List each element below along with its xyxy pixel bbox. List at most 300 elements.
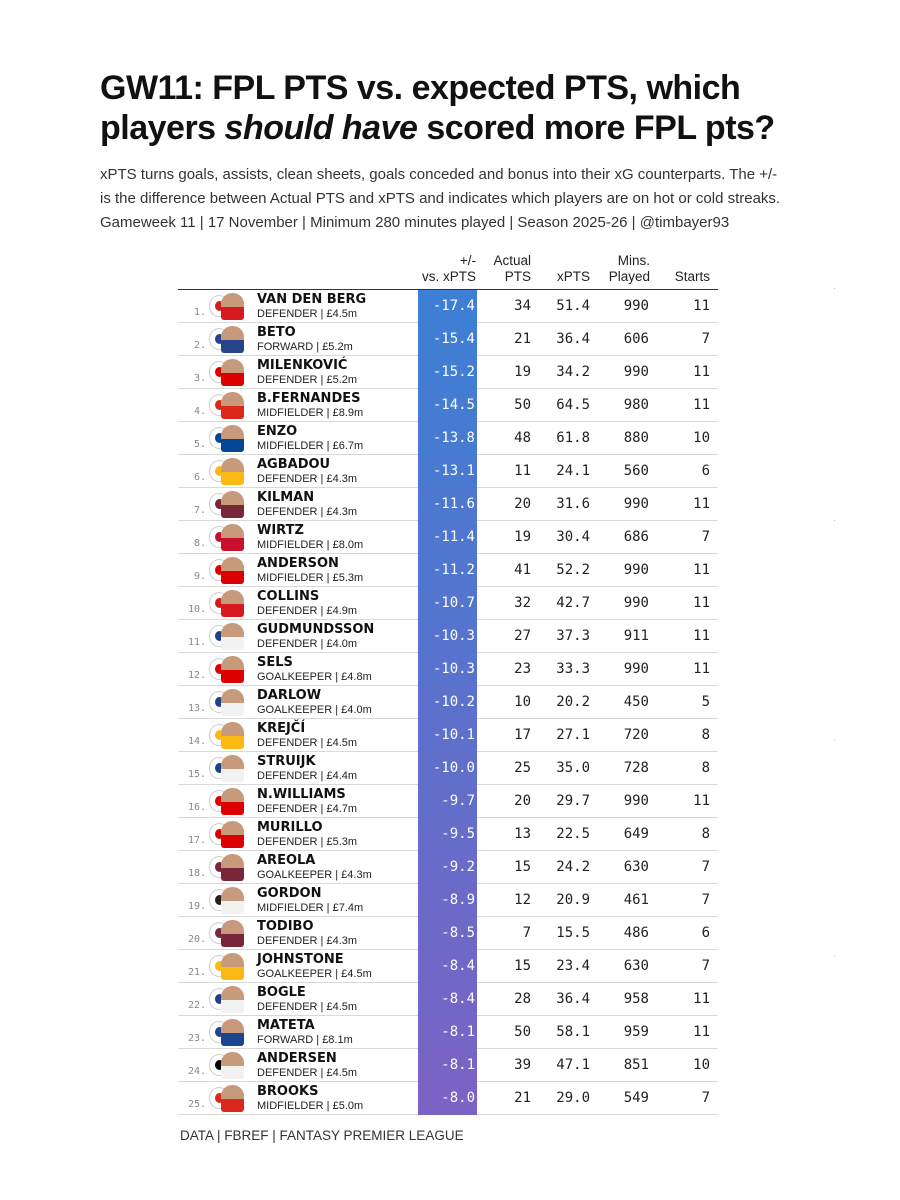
player-position-price: DEFENDER | £4.5m bbox=[257, 1067, 358, 1079]
table-row bbox=[178, 323, 718, 356]
xpts-value: 42.7 bbox=[556, 595, 590, 611]
player-table bbox=[178, 250, 718, 1115]
rank: 24. bbox=[187, 1066, 206, 1077]
mins-played: 630 bbox=[623, 859, 649, 875]
rank: 10. bbox=[187, 604, 206, 615]
diff-value: -13.1 bbox=[432, 463, 475, 479]
starts-value: 8 bbox=[701, 826, 710, 842]
rank: 18. bbox=[187, 868, 206, 879]
player-position-price: FORWARD | £5.2m bbox=[257, 341, 353, 353]
actual-pts: 15 bbox=[514, 958, 531, 974]
starts-value: 10 bbox=[693, 430, 710, 446]
player-name: ANDERSEN bbox=[257, 1051, 337, 1066]
player-name: STRUIJK bbox=[257, 754, 316, 769]
table-row bbox=[178, 620, 718, 653]
edge-dot bbox=[834, 288, 835, 289]
xpts-value: 24.1 bbox=[556, 463, 590, 479]
player-photo-icon bbox=[221, 392, 244, 419]
mins-played: 990 bbox=[623, 364, 649, 380]
xpts-value: 27.1 bbox=[556, 727, 590, 743]
rank: 8. bbox=[193, 538, 206, 549]
table-row bbox=[178, 521, 718, 554]
player-position-price: DEFENDER | £5.2m bbox=[257, 374, 358, 386]
player-position-price: DEFENDER | £4.3m bbox=[257, 935, 358, 947]
chart-title bbox=[100, 68, 860, 148]
xpts-value: 36.4 bbox=[556, 991, 590, 1007]
rank: 15. bbox=[187, 769, 206, 780]
player-photo-icon bbox=[221, 491, 244, 518]
player-avatar bbox=[209, 821, 247, 848]
xpts-value: 29.0 bbox=[556, 1090, 590, 1106]
header-mins-line-2: Played bbox=[608, 269, 650, 284]
player-photo-icon bbox=[221, 821, 244, 848]
table-row bbox=[178, 356, 718, 389]
actual-pts: 25 bbox=[514, 760, 531, 776]
xpts-value: 23.4 bbox=[556, 958, 590, 974]
player-avatar bbox=[209, 986, 247, 1013]
xpts-value: 15.5 bbox=[556, 925, 590, 941]
rank: 16. bbox=[187, 802, 206, 813]
player-position-price: DEFENDER | £4.7m bbox=[257, 803, 358, 815]
diff-value: -8.5 bbox=[441, 925, 475, 941]
table-row bbox=[178, 818, 718, 851]
rank: 17. bbox=[187, 835, 206, 846]
player-name: VAN DEN BERG bbox=[257, 292, 367, 307]
player-name: SELS bbox=[257, 655, 293, 670]
mins-played: 990 bbox=[623, 793, 649, 809]
player-position-price: MIDFIELDER | £8.9m bbox=[257, 407, 364, 419]
player-photo-icon bbox=[221, 458, 244, 485]
actual-pts: 28 bbox=[514, 991, 531, 1007]
rank: 6. bbox=[193, 472, 206, 483]
mins-played: 630 bbox=[623, 958, 649, 974]
actual-pts: 27 bbox=[514, 628, 531, 644]
actual-pts: 17 bbox=[514, 727, 531, 743]
rank: 25. bbox=[187, 1099, 206, 1110]
player-position-price: GOALKEEPER | £4.3m bbox=[257, 869, 372, 881]
diff-value: -8.1 bbox=[441, 1057, 475, 1073]
player-avatar bbox=[209, 1052, 247, 1079]
table-header bbox=[178, 250, 718, 290]
diff-value: -10.3 bbox=[432, 628, 475, 644]
player-photo-icon bbox=[221, 656, 244, 683]
player-photo-icon bbox=[221, 1019, 244, 1046]
table-row bbox=[178, 389, 718, 422]
starts-value: 8 bbox=[701, 760, 710, 776]
mins-played: 549 bbox=[623, 1090, 649, 1106]
actual-pts: 50 bbox=[514, 1024, 531, 1040]
diff-value: -14.5 bbox=[432, 397, 475, 413]
player-avatar bbox=[209, 1019, 247, 1046]
table-row bbox=[178, 587, 718, 620]
actual-pts: 20 bbox=[514, 496, 531, 512]
diff-value: -10.2 bbox=[432, 694, 475, 710]
starts-value: 7 bbox=[701, 892, 710, 908]
player-photo-icon bbox=[221, 722, 244, 749]
player-name: B.FERNANDES bbox=[257, 391, 361, 406]
player-position-price: GOALKEEPER | £4.0m bbox=[257, 704, 372, 716]
header-diff-line-1: +/- bbox=[459, 253, 476, 268]
diff-value: -17.4 bbox=[432, 298, 475, 314]
edge-dot bbox=[834, 520, 835, 521]
actual-pts: 10 bbox=[514, 694, 531, 710]
header-mins-line-1: Mins. bbox=[617, 253, 650, 268]
actual-pts: 12 bbox=[514, 892, 531, 908]
table-row bbox=[178, 785, 718, 818]
player-avatar bbox=[209, 722, 247, 749]
player-name: DARLOW bbox=[257, 688, 322, 703]
xpts-value: 51.4 bbox=[556, 298, 590, 314]
mins-played: 486 bbox=[623, 925, 649, 941]
player-name: BETO bbox=[257, 325, 296, 340]
rank: 2. bbox=[193, 340, 206, 351]
actual-pts: 7 bbox=[522, 925, 531, 941]
header-mins bbox=[592, 253, 650, 285]
player-name: AREOLA bbox=[257, 853, 316, 868]
table-row bbox=[178, 917, 718, 950]
player-name: ANDERSON bbox=[257, 556, 339, 571]
actual-pts: 13 bbox=[514, 826, 531, 842]
edge-dot bbox=[834, 955, 835, 956]
header-actual-line-2: PTS bbox=[504, 269, 531, 284]
xpts-value: 20.2 bbox=[556, 694, 590, 710]
table-row bbox=[178, 1082, 718, 1115]
xpts-value: 29.7 bbox=[556, 793, 590, 809]
player-position-price: FORWARD | £8.1m bbox=[257, 1034, 353, 1046]
diff-value: -8.0 bbox=[441, 1090, 475, 1106]
rank: 4. bbox=[193, 406, 206, 417]
player-position-price: MIDFIELDER | £5.0m bbox=[257, 1100, 364, 1112]
starts-value: 7 bbox=[701, 958, 710, 974]
actual-pts: 50 bbox=[514, 397, 531, 413]
actual-pts: 41 bbox=[514, 562, 531, 578]
player-name: TODIBO bbox=[257, 919, 314, 934]
player-avatar bbox=[209, 326, 247, 353]
rank: 22. bbox=[187, 1000, 206, 1011]
header-starts-line-2: Starts bbox=[674, 269, 710, 284]
table-row bbox=[178, 455, 718, 488]
player-name: BROOKS bbox=[257, 1084, 319, 1099]
rank: 20. bbox=[187, 934, 206, 945]
table-row bbox=[178, 950, 718, 983]
diff-value: -10.1 bbox=[432, 727, 475, 743]
mins-played: 450 bbox=[623, 694, 649, 710]
diff-value: -11.4 bbox=[432, 529, 475, 545]
xpts-value: 58.1 bbox=[556, 1024, 590, 1040]
starts-value: 10 bbox=[693, 1057, 710, 1073]
player-position-price: DEFENDER | £4.9m bbox=[257, 605, 358, 617]
actual-pts: 32 bbox=[514, 595, 531, 611]
header-xpts-line-2: xPTS bbox=[556, 269, 590, 284]
table-row bbox=[178, 884, 718, 917]
starts-value: 6 bbox=[701, 925, 710, 941]
player-position-price: MIDFIELDER | £7.4m bbox=[257, 902, 364, 914]
player-position-price: DEFENDER | £5.3m bbox=[257, 836, 358, 848]
player-position-price: DEFENDER | £4.5m bbox=[257, 1001, 358, 1013]
starts-value: 7 bbox=[701, 1090, 710, 1106]
starts-value: 11 bbox=[693, 1024, 710, 1040]
starts-value: 11 bbox=[693, 628, 710, 644]
rank: 5. bbox=[193, 439, 206, 450]
player-photo-icon bbox=[221, 953, 244, 980]
actual-pts: 21 bbox=[514, 1090, 531, 1106]
player-avatar bbox=[209, 425, 247, 452]
actual-pts: 34 bbox=[514, 298, 531, 314]
player-photo-icon bbox=[221, 854, 244, 881]
mins-played: 958 bbox=[623, 991, 649, 1007]
header-diff bbox=[413, 253, 476, 285]
starts-value: 6 bbox=[701, 463, 710, 479]
mins-played: 851 bbox=[623, 1057, 649, 1073]
mins-played: 720 bbox=[623, 727, 649, 743]
player-photo-icon bbox=[221, 887, 244, 914]
player-avatar bbox=[209, 656, 247, 683]
player-photo-icon bbox=[221, 524, 244, 551]
actual-pts: 48 bbox=[514, 430, 531, 446]
rank: 9. bbox=[193, 571, 206, 582]
player-avatar bbox=[209, 458, 247, 485]
table-row bbox=[178, 554, 718, 587]
diff-value: -8.1 bbox=[441, 1024, 475, 1040]
player-name: GUDMUNDSSON bbox=[257, 622, 375, 637]
actual-pts: 15 bbox=[514, 859, 531, 875]
starts-value: 11 bbox=[693, 364, 710, 380]
xpts-value: 47.1 bbox=[556, 1057, 590, 1073]
actual-pts: 39 bbox=[514, 1057, 531, 1073]
actual-pts: 19 bbox=[514, 364, 531, 380]
player-avatar bbox=[209, 524, 247, 551]
mins-played: 980 bbox=[623, 397, 649, 413]
subtitle-line-2: is the difference between Actual PTS and xPTS and indicates which players are on hot or cold streaks. bbox=[100, 190, 781, 207]
rank: 7. bbox=[193, 505, 206, 516]
mins-played: 990 bbox=[623, 298, 649, 314]
subtitle-line-1: xPTS turns goals, assists, clean sheets, goals conceded and bonus into their xG counterparts. The +/- bbox=[100, 166, 778, 183]
xpts-value: 33.3 bbox=[556, 661, 590, 677]
edge-dot bbox=[834, 740, 835, 741]
header-actual-line-1: Actual bbox=[493, 253, 531, 268]
player-name: COLLINS bbox=[257, 589, 320, 604]
starts-value: 11 bbox=[693, 991, 710, 1007]
player-photo-icon bbox=[221, 689, 244, 716]
player-photo-icon bbox=[221, 623, 244, 650]
player-name: MILENKOVIĆ bbox=[257, 358, 348, 373]
player-avatar bbox=[209, 293, 247, 320]
player-photo-icon bbox=[221, 590, 244, 617]
player-position-price: GOALKEEPER | £4.8m bbox=[257, 671, 372, 683]
table-row bbox=[178, 686, 718, 719]
mins-played: 990 bbox=[623, 496, 649, 512]
mins-played: 959 bbox=[623, 1024, 649, 1040]
player-photo-icon bbox=[221, 293, 244, 320]
player-avatar bbox=[209, 359, 247, 386]
table-row bbox=[178, 851, 718, 884]
subtitle-line-3: Gameweek 11 | 17 November | Minimum 280 minutes played | Season 2025-26 | @timbayer93 bbox=[100, 214, 730, 231]
player-photo-icon bbox=[221, 1052, 244, 1079]
xpts-value: 34.2 bbox=[556, 364, 590, 380]
player-name: JOHNSTONE bbox=[257, 952, 344, 967]
rank: 14. bbox=[187, 736, 206, 747]
table-body bbox=[178, 290, 718, 1115]
player-photo-icon bbox=[221, 425, 244, 452]
player-avatar bbox=[209, 887, 247, 914]
actual-pts: 19 bbox=[514, 529, 531, 545]
actual-pts: 11 bbox=[514, 463, 531, 479]
player-avatar bbox=[209, 623, 247, 650]
title-line-2-emphasis: should have bbox=[224, 109, 418, 147]
diff-value: -15.4 bbox=[432, 331, 475, 347]
header-starts bbox=[656, 269, 710, 285]
player-avatar bbox=[209, 491, 247, 518]
mins-played: 880 bbox=[623, 430, 649, 446]
xpts-value: 20.9 bbox=[556, 892, 590, 908]
diff-value: -15.2 bbox=[432, 364, 475, 380]
player-position-price: DEFENDER | £4.3m bbox=[257, 473, 358, 485]
actual-pts: 21 bbox=[514, 331, 531, 347]
table-row bbox=[178, 719, 718, 752]
data-source: DATA | FBREF | FANTASY PREMIER LEAGUE bbox=[180, 1128, 464, 1143]
table-row bbox=[178, 653, 718, 686]
player-name: KILMAN bbox=[257, 490, 315, 505]
mins-played: 649 bbox=[623, 826, 649, 842]
player-photo-icon bbox=[221, 326, 244, 353]
diff-value: -10.0 bbox=[432, 760, 475, 776]
actual-pts: 20 bbox=[514, 793, 531, 809]
rank: 1. bbox=[193, 307, 206, 318]
mins-played: 560 bbox=[623, 463, 649, 479]
xpts-value: 30.4 bbox=[556, 529, 590, 545]
player-avatar bbox=[209, 557, 247, 584]
player-name: WIRTZ bbox=[257, 523, 304, 538]
player-avatar bbox=[209, 854, 247, 881]
player-position-price: DEFENDER | £4.5m bbox=[257, 737, 358, 749]
player-photo-icon bbox=[221, 1085, 244, 1112]
starts-value: 7 bbox=[701, 331, 710, 347]
table-row bbox=[178, 1049, 718, 1082]
player-photo-icon bbox=[221, 920, 244, 947]
player-name: MURILLO bbox=[257, 820, 323, 835]
diff-value: -9.7 bbox=[441, 793, 475, 809]
player-photo-icon bbox=[221, 359, 244, 386]
diff-value: -11.6 bbox=[432, 496, 475, 512]
starts-value: 11 bbox=[693, 793, 710, 809]
diff-value: -8.9 bbox=[441, 892, 475, 908]
player-position-price: DEFENDER | £4.5m bbox=[257, 308, 358, 320]
table-row bbox=[178, 983, 718, 1016]
diff-value: -9.5 bbox=[441, 826, 475, 842]
mins-played: 990 bbox=[623, 595, 649, 611]
player-position-price: MIDFIELDER | £5.3m bbox=[257, 572, 364, 584]
mins-played: 911 bbox=[623, 628, 649, 644]
mins-played: 686 bbox=[623, 529, 649, 545]
actual-pts: 23 bbox=[514, 661, 531, 677]
player-position-price: DEFENDER | £4.0m bbox=[257, 638, 358, 650]
rank: 19. bbox=[187, 901, 206, 912]
player-photo-icon bbox=[221, 755, 244, 782]
header-diff-line-2: vs. xPTS bbox=[421, 269, 476, 284]
player-name: GORDON bbox=[257, 886, 322, 901]
player-avatar bbox=[209, 755, 247, 782]
table-row bbox=[178, 1016, 718, 1049]
mins-played: 606 bbox=[623, 331, 649, 347]
player-avatar bbox=[209, 590, 247, 617]
rank: 13. bbox=[187, 703, 206, 714]
xpts-value: 24.2 bbox=[556, 859, 590, 875]
player-position-price: GOALKEEPER | £4.5m bbox=[257, 968, 372, 980]
xpts-value: 22.5 bbox=[556, 826, 590, 842]
diff-value: -13.8 bbox=[432, 430, 475, 446]
player-avatar bbox=[209, 392, 247, 419]
header-actual bbox=[478, 253, 531, 285]
player-name: ENZO bbox=[257, 424, 298, 439]
starts-value: 11 bbox=[693, 595, 710, 611]
rank: 3. bbox=[193, 373, 206, 384]
player-avatar bbox=[209, 689, 247, 716]
table-row bbox=[178, 752, 718, 785]
rank: 21. bbox=[187, 967, 206, 978]
diff-value: -11.2 bbox=[432, 562, 475, 578]
rank: 12. bbox=[187, 670, 206, 681]
diff-value: -8.4 bbox=[441, 958, 475, 974]
rank: 11. bbox=[187, 637, 206, 648]
starts-value: 11 bbox=[693, 661, 710, 677]
rank: 23. bbox=[187, 1033, 206, 1044]
starts-value: 5 bbox=[701, 694, 710, 710]
player-avatar bbox=[209, 920, 247, 947]
player-photo-icon bbox=[221, 788, 244, 815]
xpts-value: 35.0 bbox=[556, 760, 590, 776]
player-name: AGBADOU bbox=[257, 457, 331, 472]
diff-value: -8.4 bbox=[441, 991, 475, 1007]
header-xpts bbox=[534, 269, 590, 285]
diff-value: -10.7 bbox=[432, 595, 475, 611]
player-position-price: DEFENDER | £4.3m bbox=[257, 506, 358, 518]
starts-value: 11 bbox=[693, 298, 710, 314]
player-position-price: MIDFIELDER | £6.7m bbox=[257, 440, 364, 452]
table-row bbox=[178, 488, 718, 521]
diff-value: -9.2 bbox=[441, 859, 475, 875]
starts-value: 7 bbox=[701, 529, 710, 545]
starts-value: 11 bbox=[693, 562, 710, 578]
table-row bbox=[178, 422, 718, 455]
starts-value: 11 bbox=[693, 496, 710, 512]
player-photo-icon bbox=[221, 557, 244, 584]
title-line-2-post: scored more FPL pts? bbox=[417, 109, 775, 147]
player-photo-icon bbox=[221, 986, 244, 1013]
mins-played: 461 bbox=[623, 892, 649, 908]
title-line-2 bbox=[100, 108, 860, 148]
xpts-value: 61.8 bbox=[556, 430, 590, 446]
mins-played: 990 bbox=[623, 661, 649, 677]
player-avatar bbox=[209, 953, 247, 980]
xpts-value: 37.3 bbox=[556, 628, 590, 644]
xpts-value: 64.5 bbox=[556, 397, 590, 413]
xpts-value: 31.6 bbox=[556, 496, 590, 512]
title-line-2-pre: players bbox=[100, 109, 225, 147]
player-avatar bbox=[209, 1085, 247, 1112]
player-avatar bbox=[209, 788, 247, 815]
player-name: BOGLE bbox=[257, 985, 306, 1000]
diff-value: -10.3 bbox=[432, 661, 475, 677]
xpts-value: 36.4 bbox=[556, 331, 590, 347]
starts-value: 7 bbox=[701, 859, 710, 875]
player-name: KREJČÍ bbox=[257, 721, 306, 736]
mins-played: 728 bbox=[623, 760, 649, 776]
player-position-price: MIDFIELDER | £8.0m bbox=[257, 539, 364, 551]
mins-played: 990 bbox=[623, 562, 649, 578]
table-row bbox=[178, 290, 718, 323]
player-name: N.WILLIAMS bbox=[257, 787, 346, 802]
xpts-value: 52.2 bbox=[556, 562, 590, 578]
